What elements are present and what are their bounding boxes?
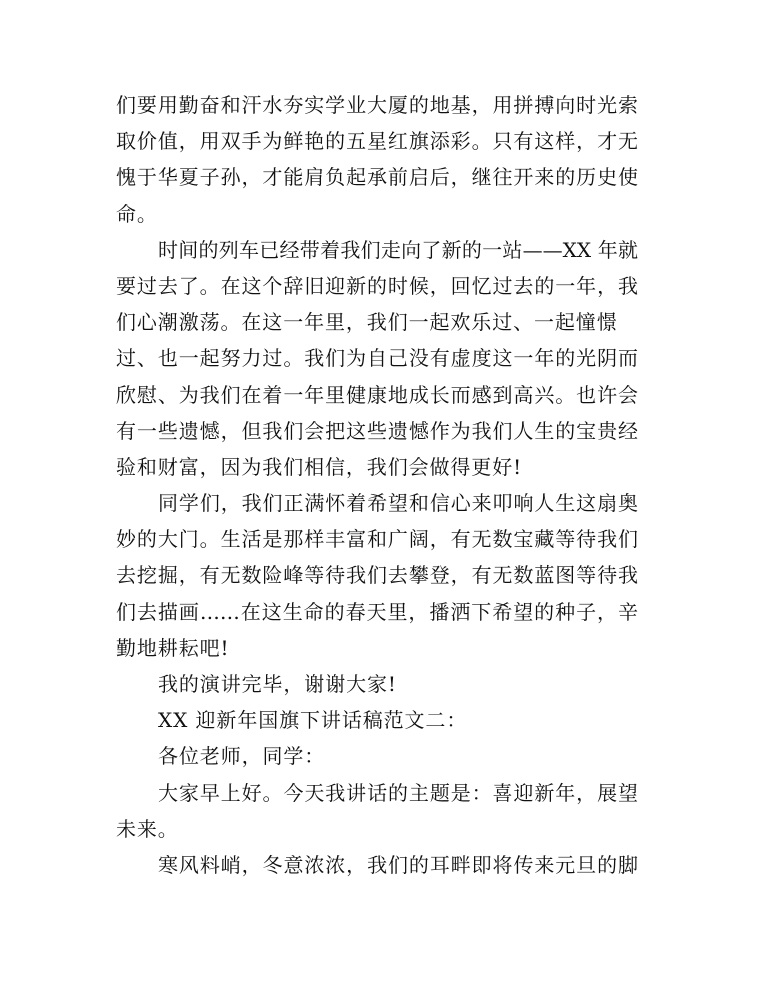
text-line: 未来。 [116,816,179,841]
text-line: 们心潮激荡。在这一年里，我们一起欢乐过、一起憧憬 [116,310,618,335]
paragraph-first-line: 寒风料峭，冬意浓浓，我们的耳畔即将传来元旦的脚 [158,852,638,877]
text-line: 欣慰、为我们在着一年里健康地成长而感到高兴。也许会 [116,382,638,407]
text-line: 验和财富，因为我们相信，我们会做得更好! [116,454,523,479]
text-line: 过、也一起努力过。我们为自己没有虚度这一年的光阴而 [116,346,638,371]
text-line: 命。 [116,201,158,226]
section-heading: XX 迎新年国旗下讲话稿范文二： [158,708,468,733]
paragraph-first-line: 同学们，我们正满怀着希望和信心来叩响人生这扇奥 [158,491,638,516]
text-line: 有一些遗憾，但我们会把这些遗憾作为我们人生的宝贵经 [116,418,638,443]
text-line: 们要用勤奋和汗水夯实学业大厦的地基，用拼搏向时光索 [116,93,638,117]
text-line: 勤地耕耘吧! [116,635,230,660]
paragraph-first-line: 我的演讲完毕，谢谢大家! [158,672,397,696]
body-text [116,87,638,883]
salutation: 各位老师，同学： [158,744,326,769]
paragraph-first-line: 大家早上好。今天我讲话的主题是：喜迎新年，展望 [158,780,638,805]
text-line: 要过去了。在这个辞旧迎新的时候，回忆过去的一年，我 [116,273,638,298]
text-line: 妙的大门。生活是那样丰富和广阔，有无数宝藏等待我们 [116,527,638,552]
text-line: 愧于华夏子孙，才能肩负起承前启后，继往开来的历史使 [116,165,638,190]
paragraph-first-line: 时间的列车已经带着我们走向了新的一站——XX 年就 [158,237,638,262]
text-line: 去挖掘，有无数险峰等待我们去攀登，有无数蓝图等待我 [116,563,638,588]
text-line: 们去描画……在这生命的春天里，播洒下希望的种子，辛 [116,599,638,624]
text-line: 取价值，用双手为鲜艳的五星红旗添彩。只有这样，才无 [116,129,638,154]
